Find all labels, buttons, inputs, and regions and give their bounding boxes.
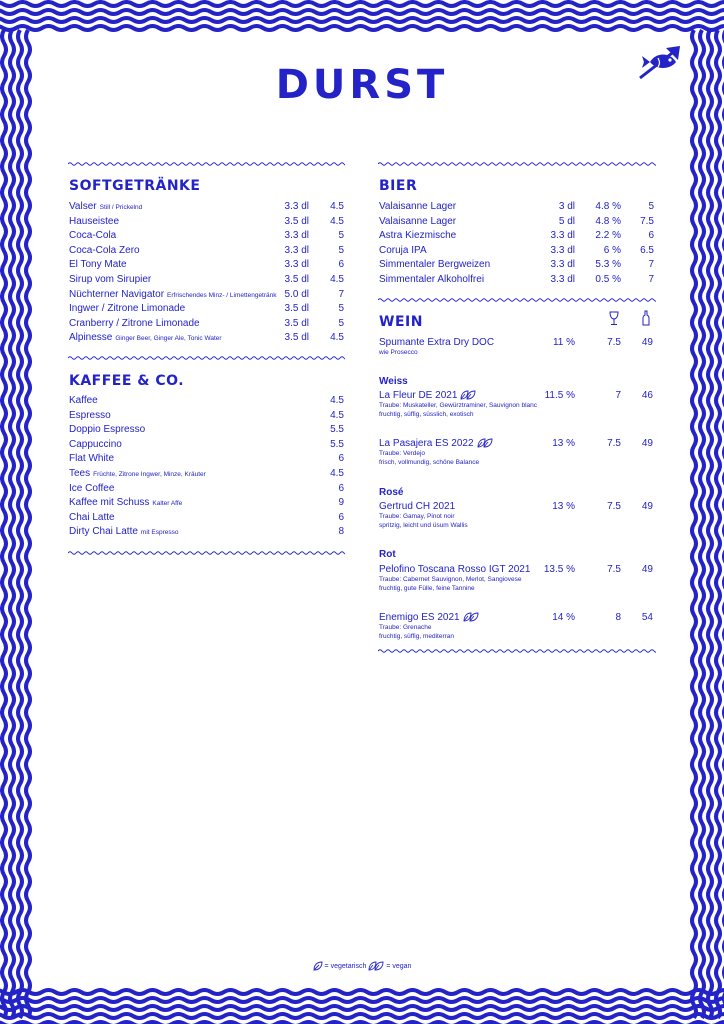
item-abv: 4.8 % [595, 201, 621, 212]
wave-line [0, 26, 724, 30]
wave-line [0, 1014, 724, 1018]
item-note: Still / Prickelnd [99, 204, 143, 211]
item-note: mit Espresso [140, 529, 179, 537]
item-abv: 6 % [603, 244, 621, 256]
wine-detail [379, 402, 537, 419]
wine-abv: 13 % [552, 438, 575, 449]
wine-taste: fruchtig, gute Fülle, feine Tannine [379, 584, 475, 592]
menu-item [69, 394, 345, 408]
menu-item [69, 409, 345, 423]
wine-glass-price: 7.5 [607, 337, 621, 348]
wave-line [0, 998, 724, 1002]
item-name: Simmentaler Bergweizen [379, 259, 491, 271]
wine-grape: Traube: Cabernet Sauvignon, Merlot, Sangiovese [379, 576, 522, 583]
wine-rose-label: Rosé [379, 487, 404, 498]
item-name: Ingwer / Zitrone Limonade [69, 303, 186, 315]
item-name: Nüchterner Navigator Erfrischendes Minz- / Limettengetränk [69, 288, 277, 300]
item-name: Chai Latte [69, 511, 115, 523]
wine-bottle-price: 49 [641, 501, 653, 512]
item-name: Astra Kiezmische [379, 230, 457, 242]
wine-abv: 13 % [552, 501, 575, 512]
menu-item [379, 229, 655, 243]
wine-bottle-price: 49 [641, 337, 653, 348]
wine-item [379, 611, 655, 645]
wine-taste: fruchtig, süffig, mediterran [379, 632, 455, 640]
item-price: 6 [338, 482, 344, 494]
wine-glass-price: 7.5 [607, 438, 621, 449]
item-size: 3.3 dl [284, 230, 309, 242]
wine-item [379, 389, 655, 423]
item-price: 4.5 [330, 274, 344, 285]
wave-line [10, 30, 14, 1018]
item-name: Tees Früchte, Zitrone Ingwer, Minze, Kräuter [69, 468, 206, 479]
wine-weiss-label: Weiss [379, 376, 408, 387]
wave-line [692, 30, 696, 1018]
wine-glass-price: 8 [615, 612, 621, 623]
item-price: 6.5 [640, 244, 654, 256]
item-price: 7 [338, 288, 344, 300]
item-name: Valaisanne Lager [379, 215, 457, 227]
wine-bottle-price: 54 [641, 612, 653, 623]
menu-item [69, 258, 345, 272]
menu-item [69, 496, 345, 510]
wave-line [26, 30, 30, 1018]
item-size: 3.5 dl [284, 274, 309, 285]
wine-name: La Pasajera ES 2022 [379, 437, 493, 450]
wine-glass-price: 7.5 [607, 564, 621, 575]
item-name: Cranberry / Zitrone Limonade [69, 317, 200, 329]
item-abv: 0.5 % [595, 274, 621, 285]
wine-grape: Traube: Grenache [379, 624, 432, 631]
divider [68, 161, 345, 167]
item-size: 3.3 dl [550, 274, 575, 285]
menu-item [69, 273, 345, 287]
item-name: Valser Still / Prickelnd [69, 201, 143, 212]
item-abv: 2.2 % [595, 230, 621, 242]
item-abv: 4.8 % [595, 215, 621, 227]
item-name: Doppio Espresso [69, 424, 146, 436]
item-price: 5 [338, 244, 344, 256]
item-name: Cappuccino [69, 438, 122, 450]
wine-abv: 14 % [552, 612, 575, 623]
wine-name: La Fleur DE 2021 [379, 389, 476, 402]
wave-line [18, 30, 22, 1018]
wine-glass-price: 7.5 [607, 501, 621, 512]
item-price: 6 [338, 453, 344, 465]
wine-abv: 13.5 % [543, 564, 575, 575]
wine-glass-icon [608, 311, 620, 326]
item-price: 6 [338, 511, 344, 523]
menu-item [69, 288, 345, 302]
page-title: DURST [275, 62, 449, 108]
menu-item [379, 273, 655, 287]
item-price: 5.5 [330, 438, 344, 450]
menu-item [379, 244, 655, 258]
wave-line [700, 30, 704, 1018]
item-price: 4.5 [330, 409, 344, 421]
wine-bottle-price: 49 [641, 564, 653, 575]
item-price: 4.5 [330, 395, 344, 406]
item-name: Ice Coffee [69, 482, 115, 494]
beer-title: BIER [379, 178, 418, 194]
wine-name: Pelofino Toscana Rosso IGT 2021 [379, 564, 531, 575]
menu-item [69, 525, 345, 539]
wine-taste: spritzig, leicht und üsum Wallis [379, 521, 468, 529]
wine-detail [379, 513, 468, 530]
wine-grape: Traube: Muskateller, Gewürztraminer, Sauvignon blanc [379, 402, 538, 409]
item-name: Flat White [69, 453, 115, 465]
wine-name: Gertrud CH 2021 [379, 501, 456, 512]
wine-bottle-price: 46 [641, 390, 653, 401]
item-name: Kaffee [69, 395, 98, 406]
vegetarian-legend: = vegetarisch [324, 962, 367, 970]
wine-item [379, 500, 655, 534]
divider [68, 355, 345, 361]
wine-grape: Traube: Verdejo [379, 450, 426, 457]
menu-item [69, 482, 345, 496]
item-size: 3.5 dl [284, 317, 309, 329]
wine-taste: frisch, vollmundig, schöne Balance [379, 458, 480, 466]
item-price: 4.5 [330, 215, 344, 227]
double-leaf-icon [368, 961, 384, 971]
menu-item [69, 331, 345, 345]
divider [378, 161, 656, 167]
menu-item [69, 467, 345, 481]
item-size: 3.3 dl [550, 244, 575, 256]
double-leaf-icon [463, 612, 479, 622]
wine-item-sparkling [379, 336, 655, 360]
menu-item [69, 302, 345, 316]
item-size: 3.3 dl [550, 259, 575, 271]
item-note: Kalter Affe [152, 500, 183, 508]
wine-name: Spumante Extra Dry DOC [379, 337, 495, 348]
leaf-icon [313, 961, 323, 971]
menu-item [69, 438, 345, 452]
wine-bottle-price: 49 [641, 438, 653, 449]
coffee-title: KAFFEE & CO. [69, 373, 185, 389]
wine-item [379, 563, 655, 597]
item-price: 5.5 [330, 424, 344, 436]
wine-name: Enemigo ES 2021 [379, 611, 479, 624]
item-size: 3.5 dl [284, 303, 309, 315]
item-price: 7 [648, 274, 654, 285]
wave-line [0, 18, 724, 22]
item-price: 6 [338, 259, 344, 271]
wine-detail [379, 450, 479, 467]
item-size: 3 dl [558, 201, 575, 212]
wine-abv: 11.5 % [544, 390, 575, 401]
trident-fish-icon [636, 42, 684, 82]
menu-item [379, 258, 655, 272]
item-size: 5 dl [558, 215, 575, 227]
item-size: 3.3 dl [284, 201, 309, 212]
item-name: Valaisanne Lager [379, 201, 457, 212]
wine-detail [379, 624, 454, 641]
item-price: 8 [338, 526, 344, 538]
wine-rot-label: Rot [379, 549, 396, 560]
diet-legend [0, 961, 724, 971]
wave-line [2, 30, 6, 1018]
item-price: 5 [338, 230, 344, 242]
item-size: 3.5 dl [284, 215, 309, 227]
wave-line [0, 2, 724, 6]
double-leaf-icon [460, 390, 476, 400]
double-leaf-icon [477, 438, 493, 448]
wine-abv: 11 % [552, 337, 575, 348]
item-note: Früchte, Zitrone Ingwer, Minze, Kräuter [93, 471, 206, 478]
menu-item [69, 452, 345, 466]
item-name: Espresso [69, 409, 111, 421]
wine-bottle-icon [641, 310, 651, 326]
item-name: Kaffee mit Schuss Kalter Affe [69, 497, 183, 509]
item-price: 4.5 [330, 201, 344, 212]
menu-item [69, 244, 345, 258]
menu-item [69, 511, 345, 525]
item-name: Simmentaler Alkoholfrei [379, 274, 485, 285]
item-name: Coruja IPA [379, 244, 427, 256]
vegan-legend: = vegan [386, 962, 412, 970]
item-price: 7 [648, 259, 654, 271]
wine-glass-price: 7 [615, 390, 621, 401]
divider [68, 550, 345, 556]
wine-detail: wie Prosecco [379, 349, 418, 356]
divider [378, 297, 656, 303]
item-name: Coca-Cola Zero [69, 244, 140, 256]
menu-item [69, 423, 345, 437]
item-price: 5 [338, 303, 344, 315]
item-price: 5 [338, 317, 344, 329]
item-price: 6 [648, 230, 654, 242]
item-name: Alpinesse Ginger Beer, Ginger Ale, Tonic Water [69, 332, 222, 344]
item-price: 7.5 [640, 215, 654, 227]
item-price: 4.5 [330, 332, 344, 344]
item-name: El Tony Mate [69, 259, 127, 271]
item-name: Sirup vom Sirupier [69, 274, 152, 285]
item-note: Erfrischendes Minz- / Limettengetränk [167, 291, 277, 299]
wave-line [0, 990, 724, 994]
softdrinks-title: SOFTGETRÄNKE [69, 178, 201, 194]
item-price: 4.5 [330, 468, 344, 479]
item-size: 3.5 dl [284, 332, 309, 344]
menu-item [379, 215, 655, 229]
item-price: 5 [648, 201, 654, 212]
item-price: 9 [338, 497, 344, 509]
menu-item [69, 200, 345, 214]
item-size: 3.3 dl [284, 259, 309, 271]
wine-detail [379, 576, 521, 593]
item-size: 5.0 dl [284, 288, 309, 300]
item-size: 3.3 dl [550, 230, 575, 242]
menu-item [69, 229, 345, 243]
item-note: Ginger Beer, Ginger Ale, Tonic Water [115, 335, 222, 343]
menu-item [379, 200, 655, 214]
wine-grape: Traube: Gamay, Pinot noir [379, 513, 455, 520]
item-name: Coca-Cola [69, 230, 117, 242]
item-abv: 5.3 % [595, 259, 621, 271]
wave-line [0, 1006, 724, 1010]
item-name: Dirty Chai Latte mit Espresso [69, 526, 179, 538]
wine-title: WEIN [379, 314, 423, 330]
item-name: Hauseistee [69, 215, 120, 227]
wave-line [0, 10, 724, 14]
wave-line [716, 30, 720, 1018]
divider [378, 648, 656, 654]
wave-line [708, 30, 712, 1018]
wine-taste: fruchtig, süffig, süsslich, exotisch [379, 410, 474, 418]
wine-item [379, 437, 655, 471]
menu-item [69, 317, 345, 331]
item-size: 3.3 dl [284, 244, 309, 256]
menu-item [69, 215, 345, 229]
